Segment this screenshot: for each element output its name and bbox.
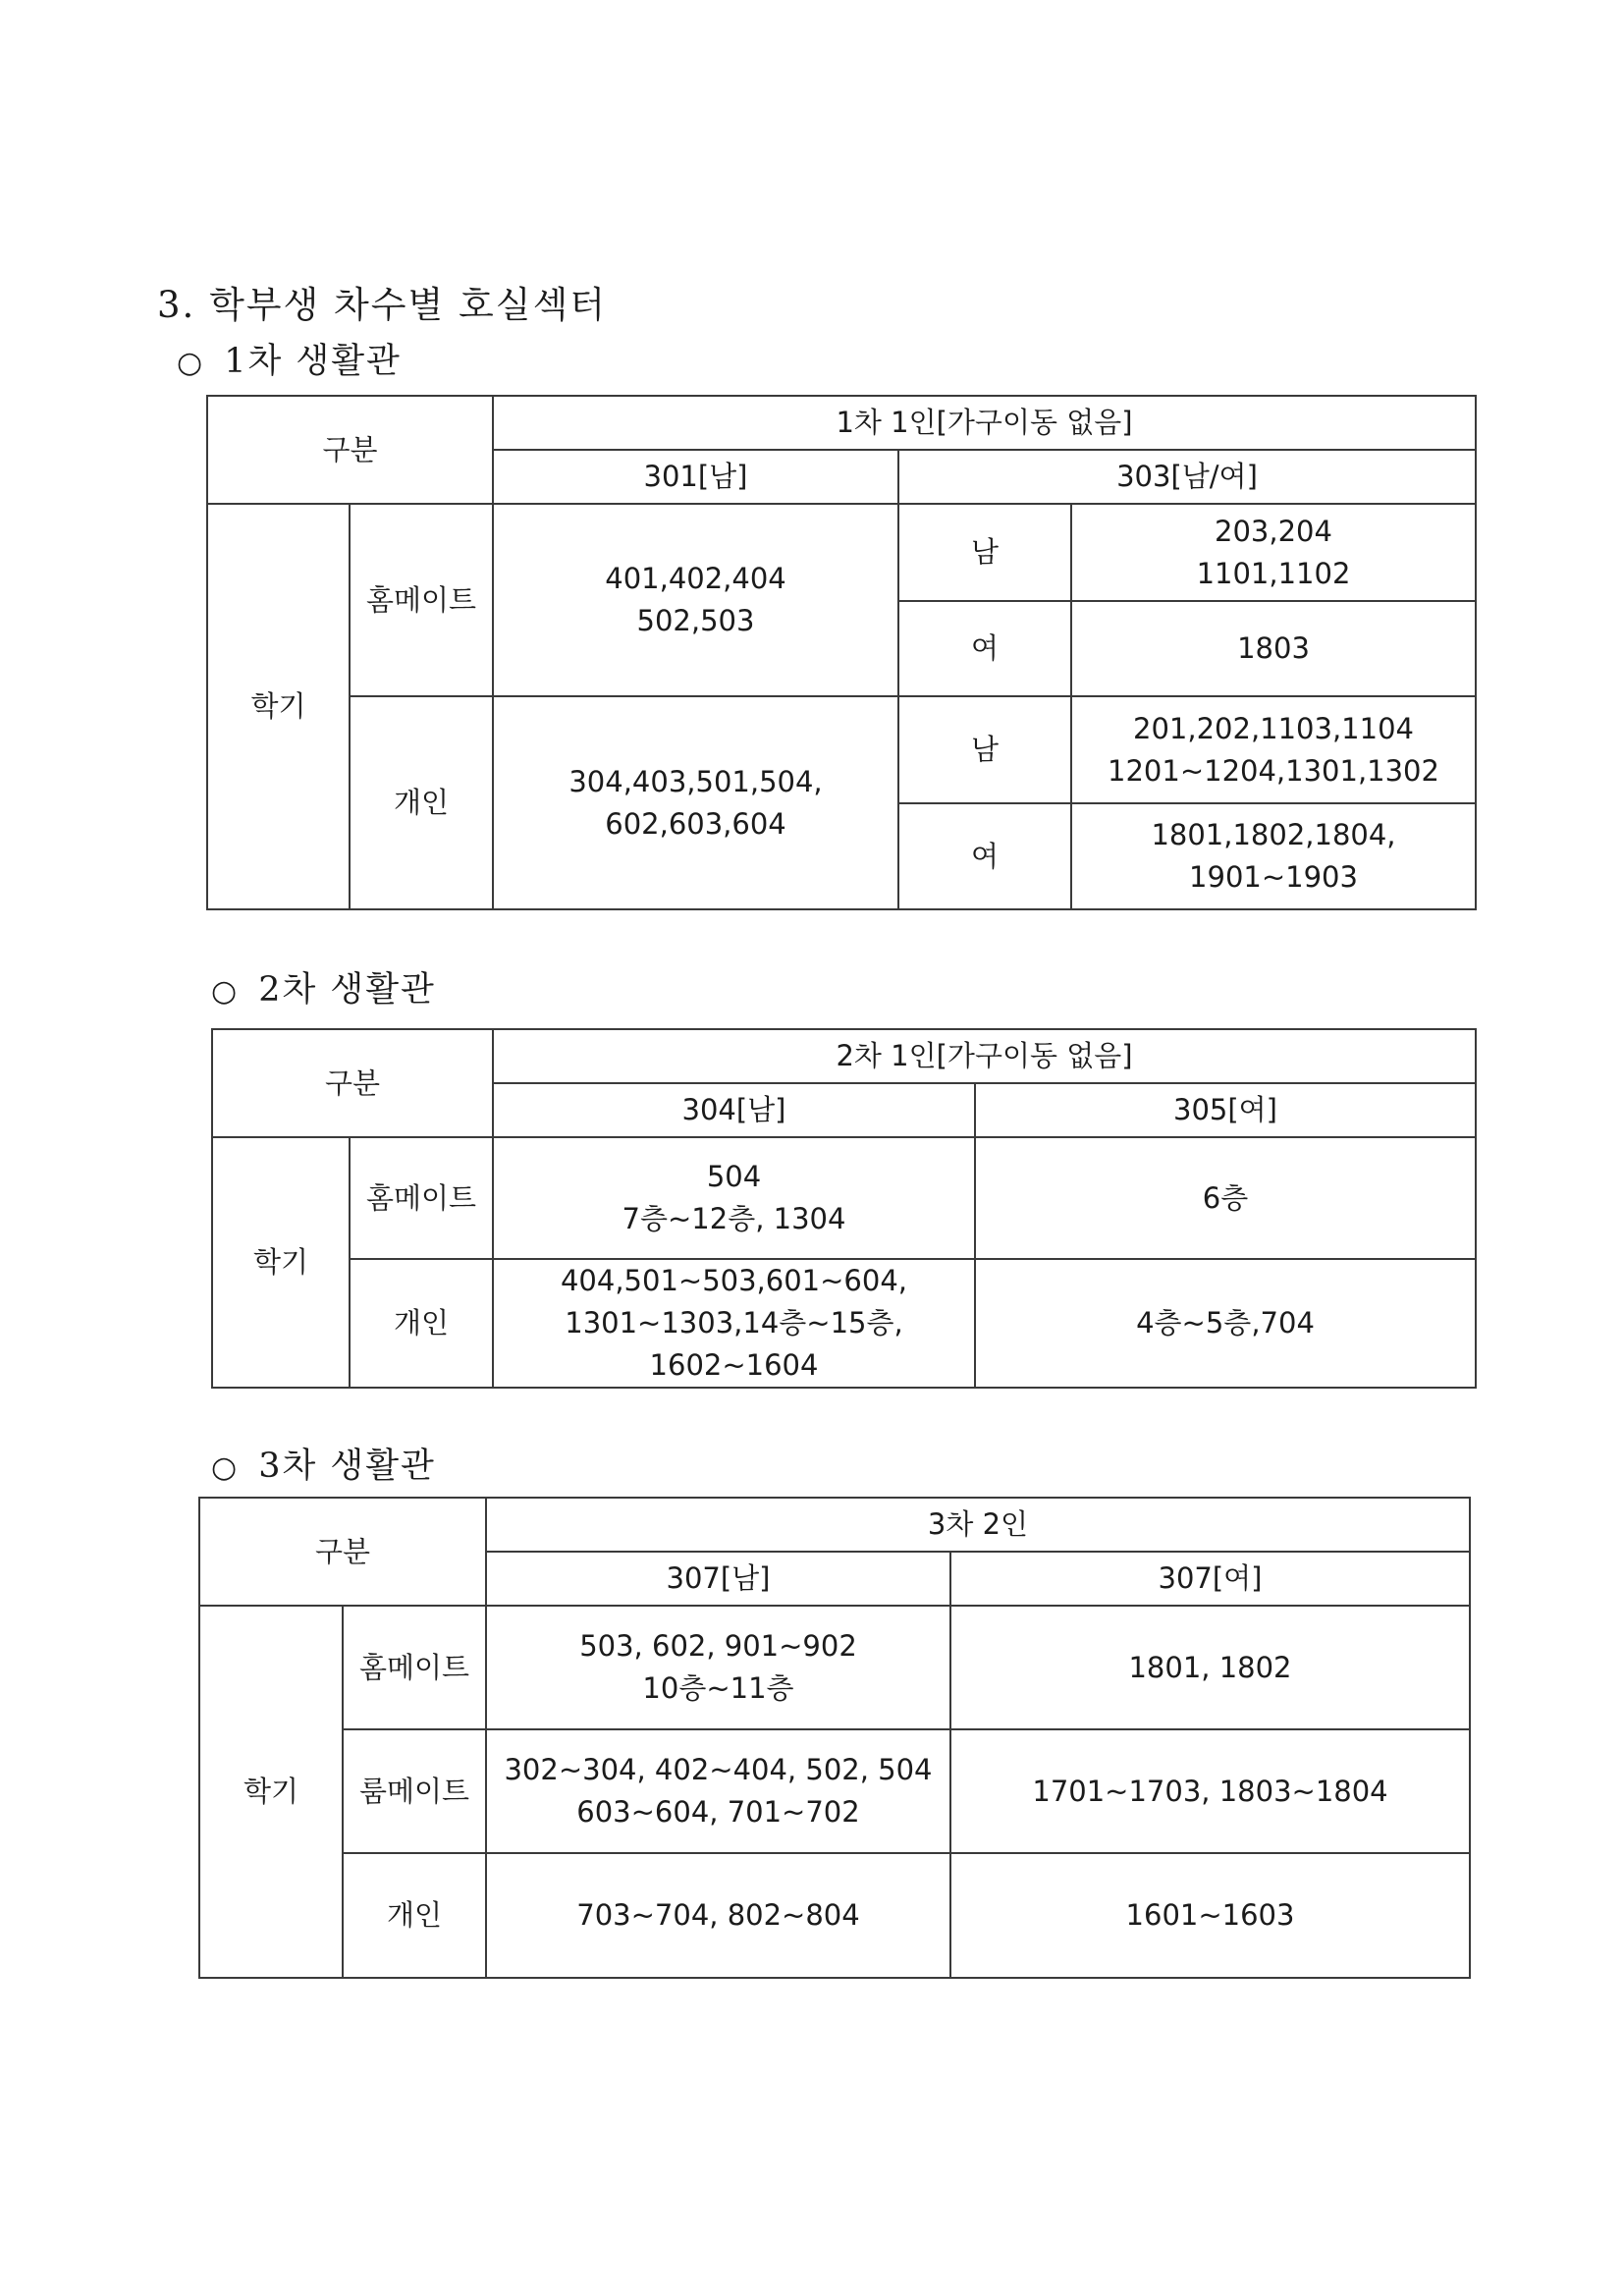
cell-homemate-male: 203,204 1101,1102 [1071,504,1476,601]
cell-homemate-col2: 1801, 1802 [950,1606,1470,1729]
table-dorm-2 [211,1028,1477,1389]
cell-homemate-col1: 504 7층~12층, 1304 [493,1137,975,1259]
table-dorm-3 [198,1497,1471,1979]
page-title: 3. 학부생 차수별 호실섹터 [157,284,608,326]
header-col2: 303[남/여] [898,450,1476,504]
bullet-circle-icon: ○ [211,1450,240,1485]
header-category: 구분 [207,396,493,504]
header-col2: 305[여] [975,1083,1476,1137]
cell-individual-col1: 703~704, 802~804 [486,1853,950,1978]
bullet-circle-icon: ○ [211,974,240,1009]
cell-individual-male: 201,202,1103,1104 1201~1204,1301,1302 [1071,696,1476,803]
cell-homemate-col2: 6층 [975,1137,1476,1259]
cell-roommate-col1: 302~304, 402~404, 502, 504 603~604, 701~702 [486,1729,950,1853]
header-col1: 301[남] [493,450,898,504]
semester-cell: 학기 [207,504,350,909]
header-group: 2차 1인[가구이동 없음] [493,1029,1476,1083]
gender-male: 남 [898,504,1071,601]
row-label-individual: 개인 [343,1853,486,1978]
section-3-title [211,1439,436,1488]
header-col2: 307[여] [950,1552,1470,1606]
semester-cell: 학기 [199,1606,343,1978]
cell-homemate-col1: 401,402,404 502,503 [493,504,898,696]
header-group: 3차 2인 [486,1498,1470,1552]
header-group: 1차 1인[가구이동 없음] [493,396,1476,450]
cell-individual-col2: 4층~5층,704 [975,1259,1476,1388]
row-label-individual: 개인 [350,696,493,909]
cell-individual-col1: 304,403,501,504, 602,603,604 [493,696,898,909]
cell-individual-female: 1801,1802,1804, 1901~1903 [1071,803,1476,909]
gender-male: 남 [898,696,1071,803]
gender-female: 여 [898,601,1071,696]
section-1-title [177,334,402,383]
section-2-title [211,962,436,1011]
header-col1: 307[남] [486,1552,950,1606]
section-2-title-text: 2차 생활관 [258,970,436,1010]
row-label-homemate: 홈메이트 [350,504,493,696]
cell-homemate-col1: 503, 602, 901~902 10층~11층 [486,1606,950,1729]
cell-roommate-col2: 1701~1703, 1803~1804 [950,1729,1470,1853]
gender-female: 여 [898,803,1071,909]
cell-individual-col1: 404,501~503,601~604, 1301~1303,14층~15층, 1602~1604 [493,1259,975,1388]
header-category: 구분 [212,1029,493,1137]
row-label-roommate: 룸메이트 [343,1729,486,1853]
row-label-homemate: 홈메이트 [343,1606,486,1729]
header-category: 구분 [199,1498,486,1606]
row-label-individual: 개인 [350,1259,493,1388]
cell-individual-col2: 1601~1603 [950,1853,1470,1978]
section-1-title-text: 1차 생활관 [224,342,402,381]
table-dorm-1 [206,395,1477,910]
cell-homemate-female: 1803 [1071,601,1476,696]
row-label-homemate: 홈메이트 [350,1137,493,1259]
bullet-circle-icon: ○ [177,346,205,380]
header-col1: 304[남] [493,1083,975,1137]
section-3-title-text: 3차 생활관 [258,1447,436,1486]
semester-cell: 학기 [212,1137,350,1388]
